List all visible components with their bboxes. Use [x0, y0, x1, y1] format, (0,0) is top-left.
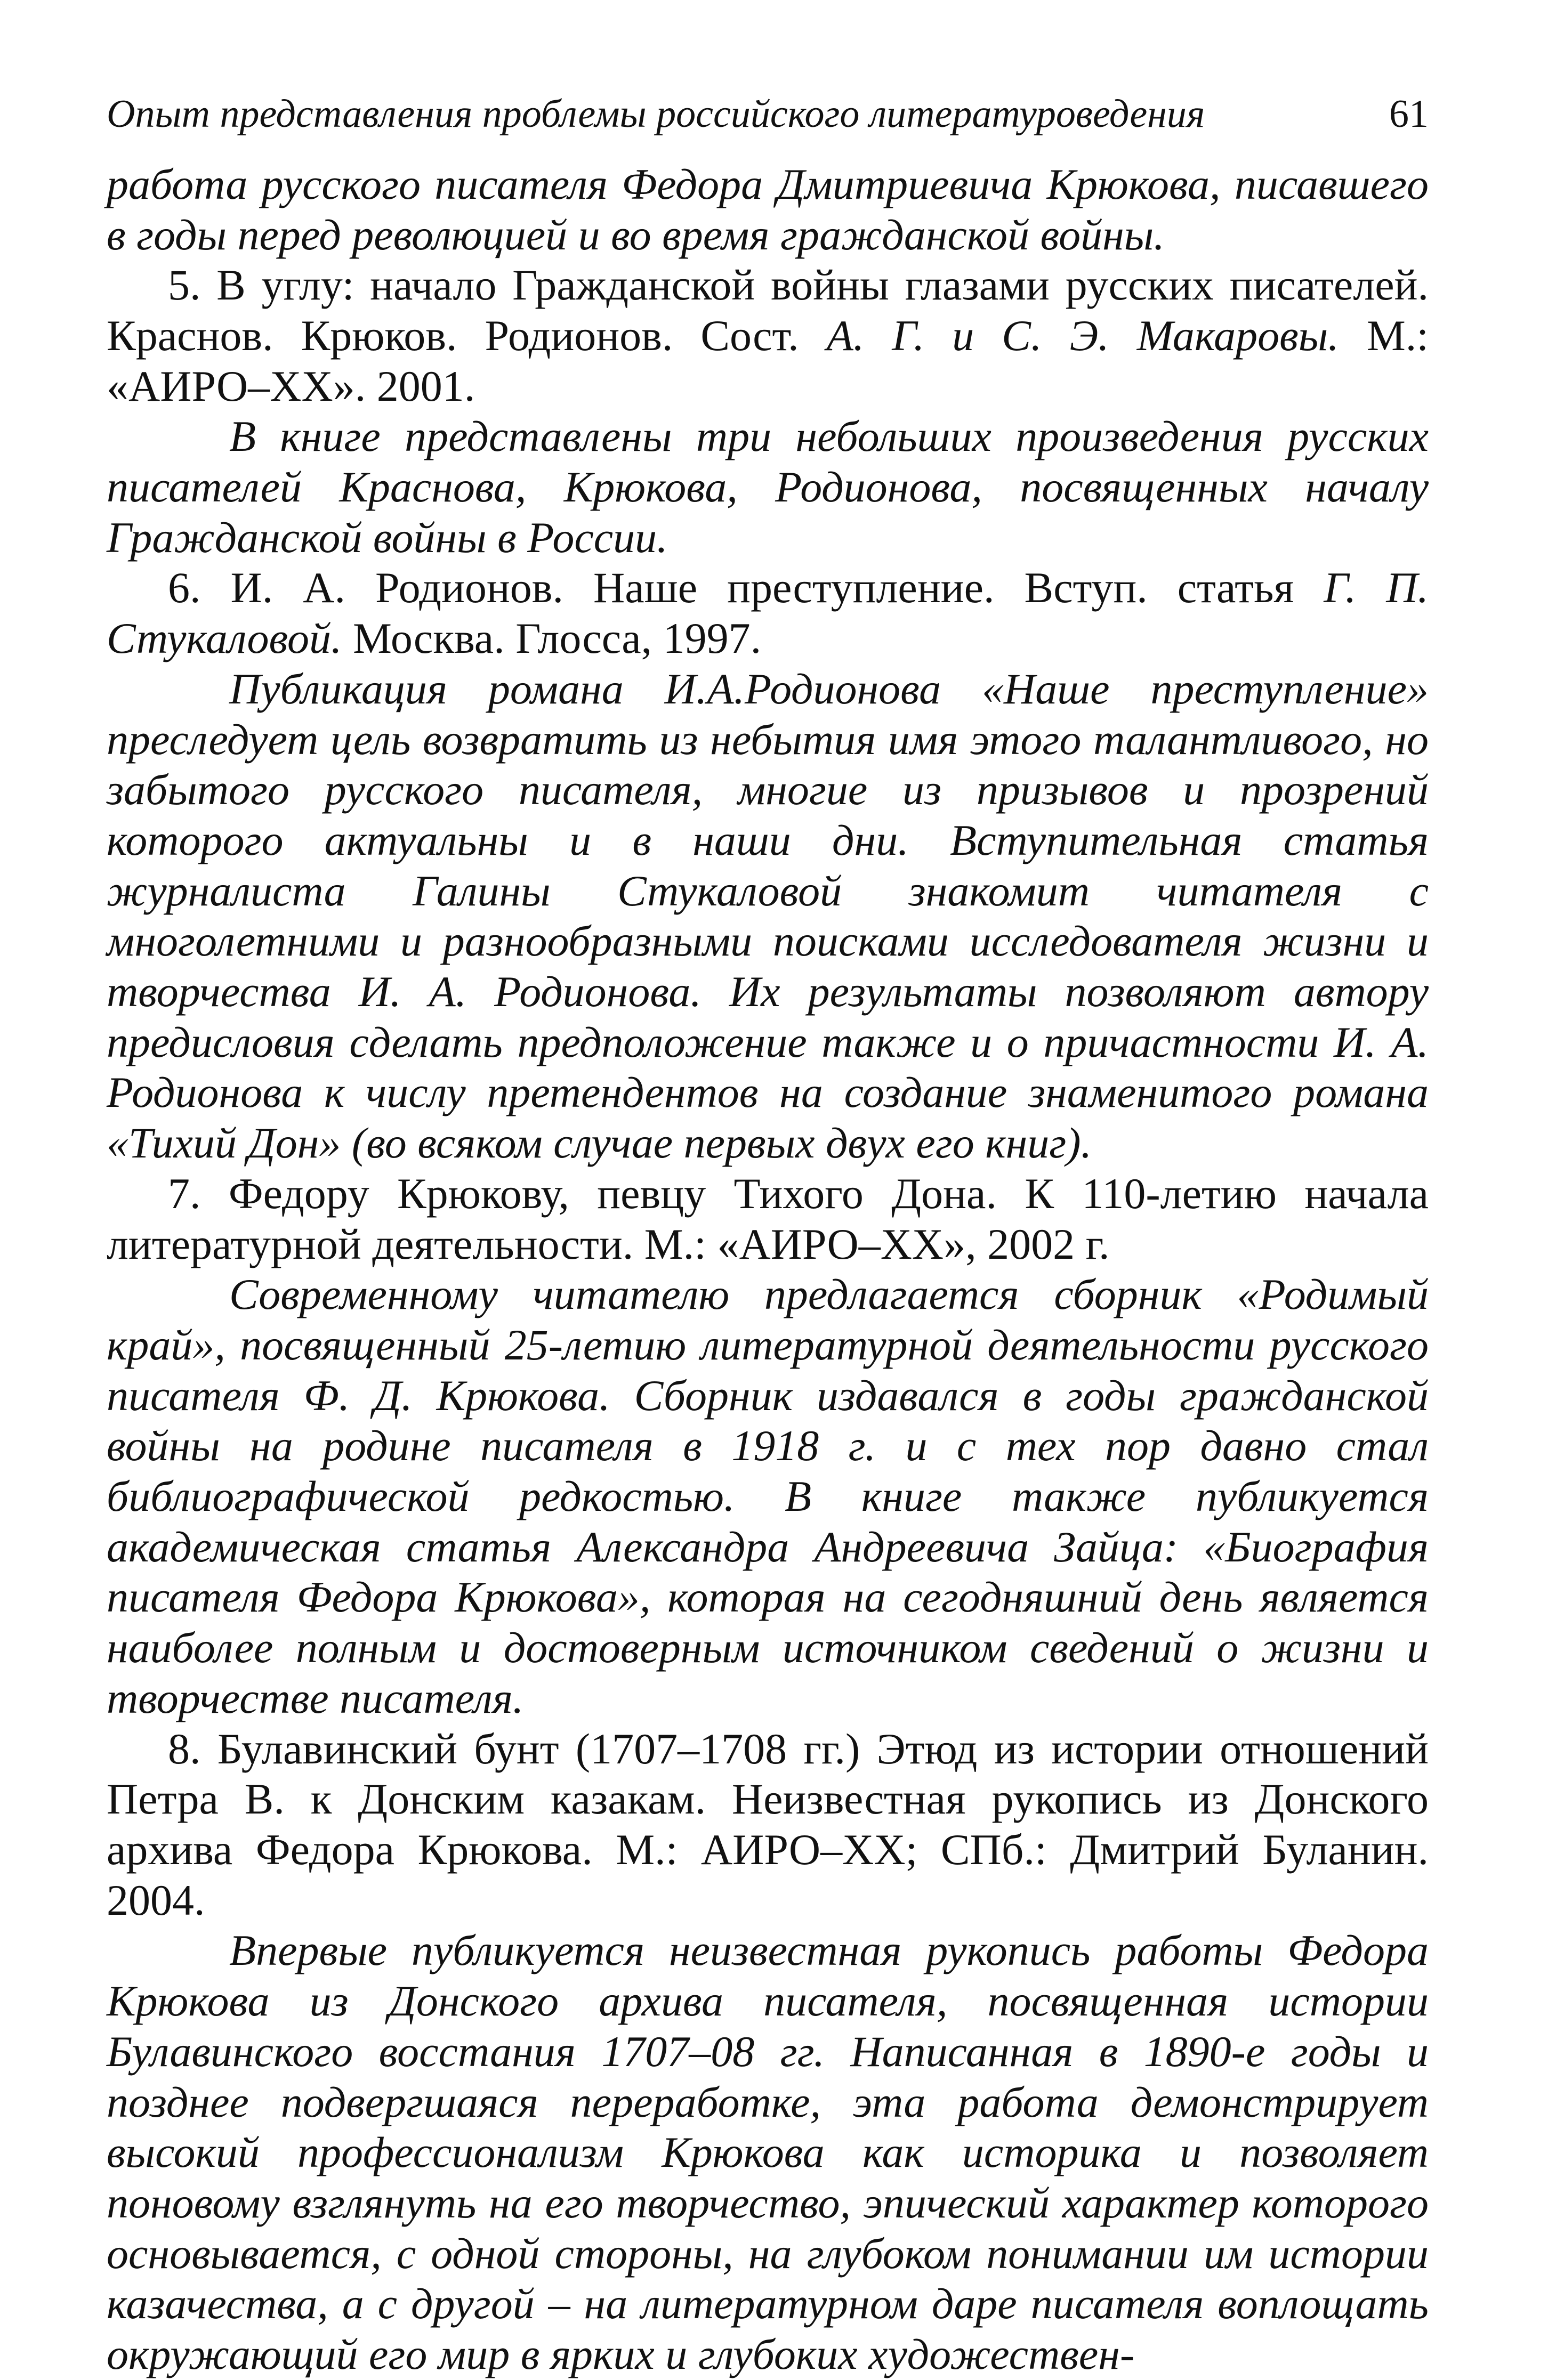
- bibliography-entry-7: 7. Федору Крюкову, певцу Тихого Дона. К 110-летию начала литературной деятельности. М.: «АИРО–ХХ», 2002 г.: [107, 1169, 1429, 1268]
- bibliography-entry-5: [107, 260, 1429, 411]
- page-number: 61: [1389, 92, 1429, 136]
- entry-6-text: 6. И. А. Родионов. Наше преступление. Вступ. статья: [168, 563, 1294, 612]
- entry-5-imprint: М.: «АИРО–ХХ». 2001.: [107, 311, 1429, 410]
- book-page: [107, 91, 1429, 2379]
- bibliography-entry-6: [107, 563, 1429, 663]
- annotation-5: В книге представлены три небольших произведения русских писателей Краснова, Крюкова, Родионова, посвященных началу Гражданской войны в России.: [107, 412, 1429, 562]
- entry-6-author: Г. П. Стукаловой.: [107, 563, 1429, 663]
- entry-5-editors: А. Г. и С. Э. Макаровы.: [826, 311, 1339, 360]
- running-title: Опыт представления проблемы российского литературоведения: [107, 92, 1205, 136]
- page-body: [107, 159, 1429, 2380]
- annotation-8: Впервые публикуется неизвестная рукопись работы Федора Крюкова из Донского архива писателя, посвященная истории Булавинского восстания 1707–08 гг. Написанная в 1890-е годы и позднее подвергшаяся переработке, эта работа демонстрирует высокий профессионализм Крюкова как историка и позволяет поновому взглянуть на его творчество, эпический характер которого основывается, с одной стороны, на глубоком понимании им истории казачества, а с другой – на литературном даре писателя воплощать окружающий его мир в ярких и глубоких художествен-: [107, 1926, 1429, 2379]
- annotation-continued: работа русского писателя Федора Дмитриевича Крюкова, писавшего в годы перед революцией и во время гражданской войны.: [107, 159, 1429, 259]
- entry-5-text: 5. В углу: начало Гражданской войны глазами русских писателей. Краснов. Крюков. Родионов. Сост.: [107, 261, 1429, 360]
- entry-6-imprint: Москва. Глосса, 1997.: [353, 614, 762, 663]
- running-head: [107, 91, 1429, 138]
- bibliography-entry-8: 8. Булавинский бунт (1707–1708 гг.) Этюд из истории отношений Петра В. к Донским казакам. Неизвестная рукопись из Донского архива Федора Крюкова. М.: АИРО–ХХ; СПб.: Дмитрий Буланин. 2004.: [107, 1724, 1429, 1924]
- annotation-7: Современному читателю предлагается сборник «Родимый край», посвященный 25-летию литературной деятельности русского писателя Ф. Д. Крюкова. Сборник издавался в годы гражданской войны на родине писателя в 1918 г. и с тех пор давно стал библиографической редкостью. В книге также публикуется академическая статья Александра Андреевича Зайца: «Биография писателя Федора Крюкова», которая на сегодняшний день является наиболее полным и достоверным источником сведений о жизни и творчестве писателя.: [107, 1270, 1429, 1722]
- annotation-6: Публикация романа И.А.Родионова «Наше преступление» преследует цель возвратить из небытия имя этого талантливого, но забытого русского писателя, многие из призывов и прозрений которого актуальны и в наши дни. Вступительная статья журналиста Галины Стукаловой знакомит читателя с многолетними и разнообразными поисками исследователя жизни и творчества И. А. Родионова. Их результаты позволяют автору предисловия сделать предположение также и о причастности И. А. Родионова к числу претендентов на создание знаменитого романа «Тихий Дон» (во всяком случае первых двух его книг).: [107, 664, 1429, 1168]
